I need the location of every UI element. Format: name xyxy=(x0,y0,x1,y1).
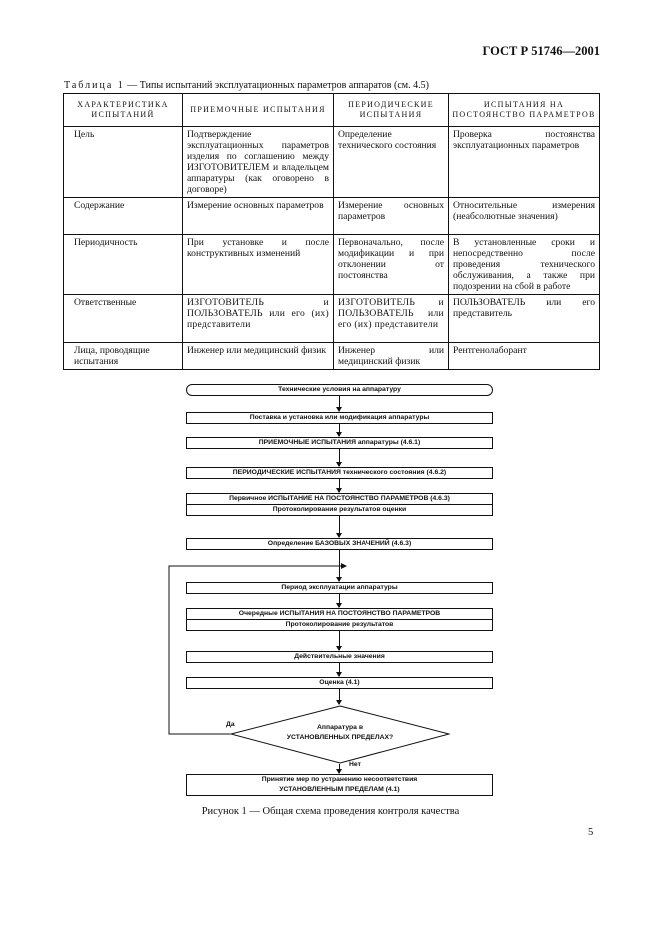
table-cell: В установленные сроки и непосредственно после проведения технического обслуживания, а также при подозрении на сбой в работе xyxy=(449,235,600,295)
table-row xyxy=(64,127,600,198)
flow-arrow xyxy=(339,395,340,411)
table-cell: Проверка постоянства эксплуатационных параметров xyxy=(449,127,600,198)
table-cell: Измерение основных параметров xyxy=(334,198,449,235)
table-cell: ИЗГОТОВИТЕЛЬ и ПОЛЬЗОВАТЕЛЬ или его (их) представители xyxy=(183,295,334,343)
decision-text: Аппаратура в УСТАНОВЛЕННЫХ ПРЕДЕЛАХ? xyxy=(286,724,394,741)
table-row xyxy=(64,235,600,295)
flow-box-actual-values: Действительные значения xyxy=(186,651,493,663)
flow-arrow xyxy=(339,630,340,650)
flow-arrow xyxy=(339,764,340,773)
table-row xyxy=(64,343,600,370)
flow-box-periodic-tests: ПЕРИОДИЧЕСКИЕ ИСПЫТАНИЯ технического состояния (4.6.2) xyxy=(186,467,493,479)
table-cell: Периодичность xyxy=(64,235,183,295)
table-cell: Первоначально, после модификации и при отклонении от постоянства xyxy=(334,235,449,295)
flow-box-baseline-values: Определение БАЗОВЫХ ЗНАЧЕНИЙ (4.6.3) xyxy=(186,538,493,550)
flow-arrow xyxy=(339,662,340,676)
flow-arrow xyxy=(339,448,340,466)
table-cell: Инженер или медицинский физик xyxy=(183,343,334,370)
flow-box-regular-constancy-tests: Очередные ИСПЫТАНИЯ НА ПОСТОЯНСТВО ПАРАМЕТРОВ Протоколирование результатов xyxy=(186,608,493,631)
flow-box-corrective-action: Принятие мер по устранению несоответствия УСТАНОВЛЕННЫМ ПРЕДЕЛАМ (4.1) xyxy=(186,774,493,796)
flow-box-evaluation: Оценка (4.1) xyxy=(186,677,493,689)
quality-control-flowchart xyxy=(160,378,505,798)
table-cell: Рентгенолаборант xyxy=(449,343,600,370)
table-cell: Цель xyxy=(64,127,183,198)
table-cell: Измерение основных параметров xyxy=(183,198,334,235)
flow-arrow xyxy=(339,478,340,492)
table-cell: Лица, проводящие испытания xyxy=(64,343,183,370)
table-cell: Подтверждение эксплуатационных параметров изделия по соглашению между ИЗГОТОВИТЕЛЕМ и владельцем аппаратуры (как оговорено в договоре) xyxy=(183,127,334,198)
table-cell: При установке и после конструктивных изменений xyxy=(183,235,334,295)
flow-arrow xyxy=(339,549,340,581)
table-cell: Ответственные xyxy=(64,295,183,343)
flow-box-initial-constancy-test: Первичное ИСПЫТАНИЕ НА ПОСТОЯНСТВО ПАРАМЕТРОВ (4.6.3) Протоколирование результатов оценки xyxy=(186,493,493,516)
table-cell: ИЗГОТОВИТЕЛЬ и ПОЛЬЗОВАТЕЛЬ или его (их) представители xyxy=(334,295,449,343)
flow-box-operation-period: Период эксплуатации аппаратуры xyxy=(186,582,493,594)
flow-box-specifications: Технические условия на аппаратуру xyxy=(186,384,493,396)
table-header-cell: ИСПЫТАНИЯ НА ПОСТОЯНСТВО ПАРАМЕТРОВ xyxy=(449,94,600,127)
table-caption xyxy=(64,80,429,91)
table-cell: Содержание xyxy=(64,198,183,235)
flow-arrow xyxy=(339,688,340,704)
table-header-cell: ПРИЕМОЧНЫЕ ИСПЫТАНИЯ xyxy=(183,94,334,127)
no-label: Нет xyxy=(349,761,361,768)
table-caption-prefix: Таблица 1 xyxy=(64,80,125,91)
flow-box-acceptance-tests: ПРИЕМОЧНЫЕ ИСПЫТАНИЯ аппаратуры (4.6.1) xyxy=(186,437,493,449)
table-cell: Определение технического состояния xyxy=(334,127,449,198)
figure-caption: Рисунок 1 — Общая схема проведения контроля качества xyxy=(201,806,460,817)
page-number: 5 xyxy=(588,827,594,838)
table-cell: ПОЛЬЗОВАТЕЛЬ или его представитель xyxy=(449,295,600,343)
yes-label: Да xyxy=(226,721,235,728)
parameters-table xyxy=(63,93,600,370)
table-header-cell: ПЕРИОДИЧЕСКИЕ ИСПЫТАНИЯ xyxy=(334,94,449,127)
flow-arrow xyxy=(339,593,340,607)
table-row xyxy=(64,295,600,343)
flow-arrow xyxy=(339,423,340,436)
table-caption-text: — Типы испытаний эксплуатационных параметров аппаратов (см. 4.5) xyxy=(124,80,429,91)
flow-box-delivery: Поставка и установка или модификация аппаратуры xyxy=(186,412,493,424)
document-code: ГОСТ Р 51746—2001 xyxy=(482,44,600,58)
table-row xyxy=(64,198,600,235)
table-cell: Инженер или медицинский физик xyxy=(334,343,449,370)
flow-arrow xyxy=(339,515,340,537)
table-cell: Относительные измерения (неабсолютные значения) xyxy=(449,198,600,235)
table-header-row xyxy=(64,94,600,127)
table-header-cell: ХАРАКТЕРИСТИКА ИСПЫТАНИЙ xyxy=(64,94,183,127)
